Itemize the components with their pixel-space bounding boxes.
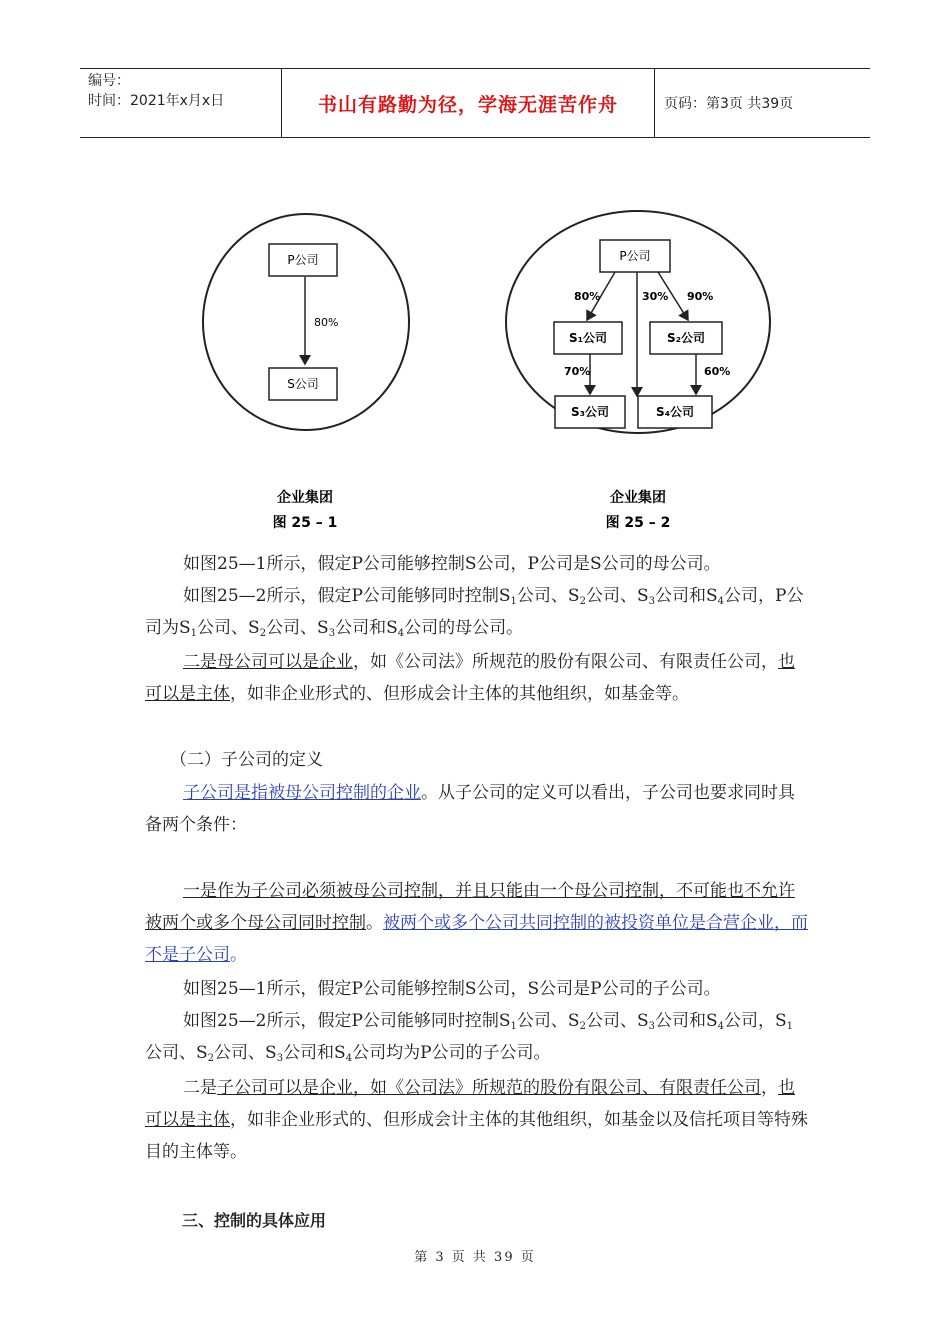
text: 公司和S bbox=[283, 1043, 346, 1063]
paragraph-subsidiary-definition bbox=[145, 777, 810, 841]
text: 公司均为P公司的子公司。 bbox=[352, 1043, 551, 1063]
subheading-subsidiary-definition: （二）子公司的定义 bbox=[170, 750, 323, 770]
subscript: 2 bbox=[579, 1021, 586, 1032]
figure2-s3-label: S₃公司 bbox=[571, 405, 609, 419]
number-label: 编号： bbox=[88, 73, 130, 89]
subscript: 3 bbox=[648, 596, 655, 607]
text: 公司、S bbox=[214, 1043, 277, 1063]
text: 二是 bbox=[183, 1078, 217, 1098]
figure2-pct-s2: 90% bbox=[687, 290, 714, 303]
figure2-pct-s4: 30% bbox=[642, 290, 669, 303]
header-meta bbox=[80, 69, 282, 137]
text: 。 bbox=[230, 945, 247, 965]
figure2-s1-label: S₁公司 bbox=[569, 331, 607, 345]
text: ， bbox=[761, 1078, 778, 1098]
page-footer: 第 3 页 共 39 页 bbox=[414, 1250, 536, 1265]
text: 。 bbox=[366, 913, 383, 933]
paragraph-fig1-parent: 如图25—1所示，假定P公司能够控制S公司，P公司是S公司的母公司。 bbox=[183, 554, 721, 574]
text: ，如非企业形式的、但形成会计主体的其他组织，如基金以及信托项目等特殊目的主体等。 bbox=[145, 1110, 808, 1162]
subscript: 2 bbox=[207, 1053, 215, 1064]
paragraph-fig2-subsidiary bbox=[145, 1005, 810, 1069]
underlined-text: 一是作为子公司必须被母公司控制，并且只能由一个母公司控制，不可能也不允许被两个或多个母公司同时控制 bbox=[145, 881, 795, 933]
figure2-pct-s3: 70% bbox=[564, 365, 591, 378]
subscript: 3 bbox=[328, 628, 336, 639]
subscript: 3 bbox=[276, 1053, 284, 1064]
underlined-text: 也可以是主体 bbox=[145, 652, 795, 704]
text: 公司，S bbox=[724, 1011, 787, 1031]
paragraph-subsidiary-condition-two bbox=[145, 1072, 810, 1168]
text: 。从子公司的定义可以看出，子公司也要求同时具备两个条件： bbox=[145, 783, 795, 835]
underlined-text: 二是母公司可以是企业 bbox=[183, 652, 353, 672]
text: 如图25—2所示，假定P公司能够同时控制S bbox=[183, 1011, 511, 1031]
subscript: 3 bbox=[648, 1021, 655, 1032]
underlined-text: 也可以是主体 bbox=[145, 1078, 795, 1130]
text: 公司和S bbox=[335, 618, 398, 638]
subscript: 1 bbox=[510, 1021, 517, 1032]
subscript: 4 bbox=[397, 628, 405, 639]
subscript: 1 bbox=[190, 628, 198, 639]
figure1-caption-group: 企业集团 bbox=[277, 490, 333, 506]
subscript: 4 bbox=[717, 596, 725, 607]
text: 公司和S bbox=[654, 1011, 718, 1031]
text: 如图25—2所示，假定P公司能够同时控制S bbox=[183, 586, 511, 606]
paragraph-subsidiary-condition-one bbox=[145, 875, 810, 971]
text: 公司、S bbox=[516, 586, 580, 606]
paragraph-fig1-subsidiary: 如图25—1所示，假定P公司能够控制S公司，S公司是P公司的子公司。 bbox=[183, 979, 721, 999]
subscript: 1 bbox=[510, 596, 517, 607]
text: 公司、S bbox=[145, 1043, 208, 1063]
figure2-pct-s1: 80% bbox=[574, 290, 601, 303]
subscript: 1 bbox=[786, 1021, 794, 1032]
figure2-s2-label: S₂公司 bbox=[667, 331, 705, 345]
figure2-parent-label: P公司 bbox=[619, 249, 651, 263]
text: 公司、S bbox=[585, 1011, 649, 1031]
text: 公司的母公司。 bbox=[404, 618, 524, 638]
subscript: 2 bbox=[259, 628, 267, 639]
paragraph-fig2-parent bbox=[145, 580, 810, 644]
text: 公司、S bbox=[197, 618, 260, 638]
text: 公司和S bbox=[654, 586, 718, 606]
joint-venture-link[interactable]: 被两个或多个公司共同控制的被投资单位是合营企业，而不是子公司 bbox=[145, 913, 808, 965]
header-motto: 书山有路勤为径，学海无涯苦作舟 bbox=[282, 69, 655, 137]
page-header bbox=[80, 68, 870, 138]
subscript: 2 bbox=[579, 596, 586, 607]
text: 公司、S bbox=[585, 586, 649, 606]
figure2-s4-label: S₄公司 bbox=[656, 405, 694, 419]
text: ，如非企业形式的、但形成会计主体的其他组织，如基金等。 bbox=[230, 684, 689, 704]
subscript: 4 bbox=[717, 1021, 725, 1032]
underlined-text: 子公司可以是企业，如《公司法》所规范的股份有限公司、有限责任公司 bbox=[217, 1078, 761, 1098]
text: ，如《公司法》所规范的股份有限公司、有限责任公司， bbox=[353, 652, 778, 672]
subscript: 4 bbox=[345, 1053, 353, 1064]
text: 公司、S bbox=[516, 1011, 580, 1031]
figure2-caption-number: 图 25 – 2 bbox=[605, 515, 671, 531]
figure1-child-label: S公司 bbox=[287, 377, 319, 391]
org-figures bbox=[190, 200, 790, 540]
figure1-pct: 80% bbox=[314, 316, 339, 329]
time-label: 时间：2021年x月x日 bbox=[88, 93, 225, 109]
paragraph-parent-condition-two bbox=[145, 646, 810, 710]
subsidiary-definition-link[interactable]: 子公司是指被母公司控制的企业 bbox=[183, 783, 421, 803]
text: 公司、S bbox=[266, 618, 329, 638]
text: 公司，P公司为S bbox=[145, 586, 804, 638]
figure2-pct-s2s4: 60% bbox=[704, 365, 731, 378]
header-page-label: 页码：第3页 共39页 bbox=[664, 96, 794, 112]
section-heading-control-application: 三、控制的具体应用 bbox=[182, 1211, 327, 1230]
figure2-caption-group: 企业集团 bbox=[610, 490, 666, 506]
figure1-caption-number: 图 25 – 1 bbox=[272, 515, 338, 531]
figure1-parent-label: P公司 bbox=[287, 253, 319, 267]
org-diagram bbox=[190, 200, 790, 540]
